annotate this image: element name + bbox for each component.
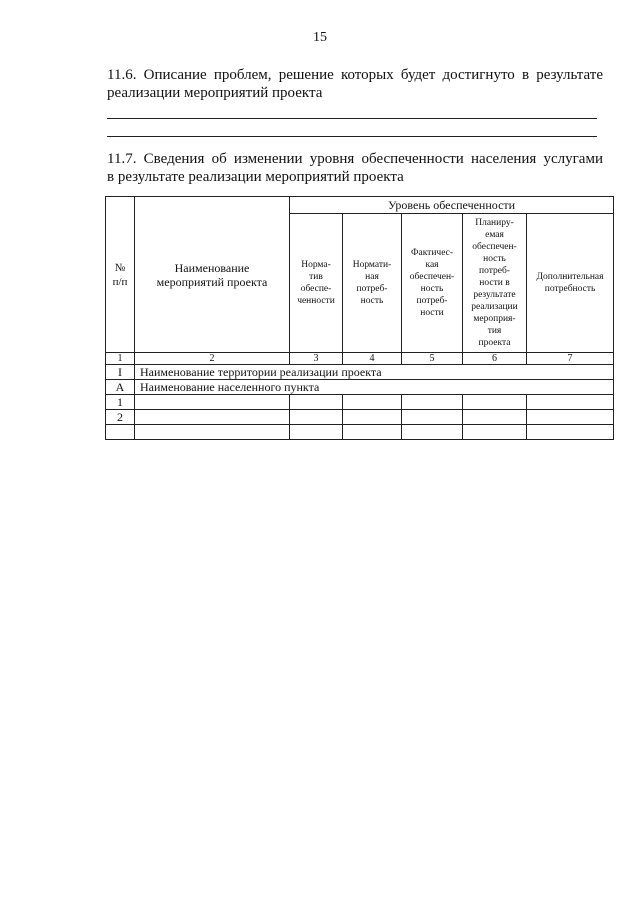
column-index: 5 [402,353,463,365]
row-number: 1 [106,395,135,410]
table-cell [290,410,343,425]
table-row-settlement [106,380,614,395]
column-index: 6 [463,353,527,365]
table-cell [527,395,614,410]
table-cell [343,425,402,440]
column-index-row [106,353,614,365]
column-index: 7 [527,353,614,365]
table-cell [463,410,527,425]
section-11-7-line-2: в результате реализации мероприятий проекта [107,169,404,185]
column-index: 3 [290,353,343,365]
section-11-7-heading [107,150,603,186]
table-cell [402,425,463,440]
section-11-6-heading [107,66,603,102]
table-cell [343,395,402,410]
table-row [106,395,614,410]
table-cell [527,425,614,440]
table-row [106,410,614,425]
table-cell [290,395,343,410]
table-cell [463,425,527,440]
answer-line-1 [107,118,597,119]
column-index: 1 [106,353,135,365]
column-index: 2 [135,353,290,365]
table-cell [290,425,343,440]
header-actual-provision: Фактичес- кая обеспечен- ность потреб- ности [402,214,463,353]
table-cell [135,395,290,410]
header-planned-provision: Планиру- емая обеспечен- ность потреб- ности в результате реализации мероприя- тия проекта [463,214,527,353]
table-row [106,425,614,440]
header-provision-level: Уровень обеспеченности [290,197,614,214]
settlement-name-label: Наименование населенного пункта [135,380,614,395]
header-normative-need: Нормати- ная потреб- ность [343,214,402,353]
row-number: А [106,380,135,395]
section-11-6-line-2: реализации мероприятий проекта [107,85,323,101]
header-additional-need: Дополнительная потребность [527,214,614,353]
column-index: 4 [343,353,402,365]
provision-level-table [105,196,614,440]
header-project-activities: Наименование мероприятий проекта [135,197,290,353]
row-number: 2 [106,410,135,425]
page-number: 15 [313,30,327,45]
table-cell [402,395,463,410]
header-provision-standard: Норма- тив обеспе- ченности [290,214,343,353]
row-number [106,425,135,440]
table-cell [135,425,290,440]
table-row-territory [106,365,614,380]
section-11-6-line-1: 11.6. Описание проблем, решение которых будет достигнуто в результате [107,67,603,83]
section-11-7-line-1: 11.7. Сведения об изменении уровня обеспеченности населения услугами [107,151,603,167]
row-number: I [106,365,135,380]
territory-name-label: Наименование территории реализации проекта [135,365,614,380]
answer-line-2 [107,136,597,137]
table-cell [135,410,290,425]
table-cell [527,410,614,425]
table-cell [402,410,463,425]
table-cell [463,395,527,410]
header-number: № п/п [106,197,135,353]
table-cell [343,410,402,425]
